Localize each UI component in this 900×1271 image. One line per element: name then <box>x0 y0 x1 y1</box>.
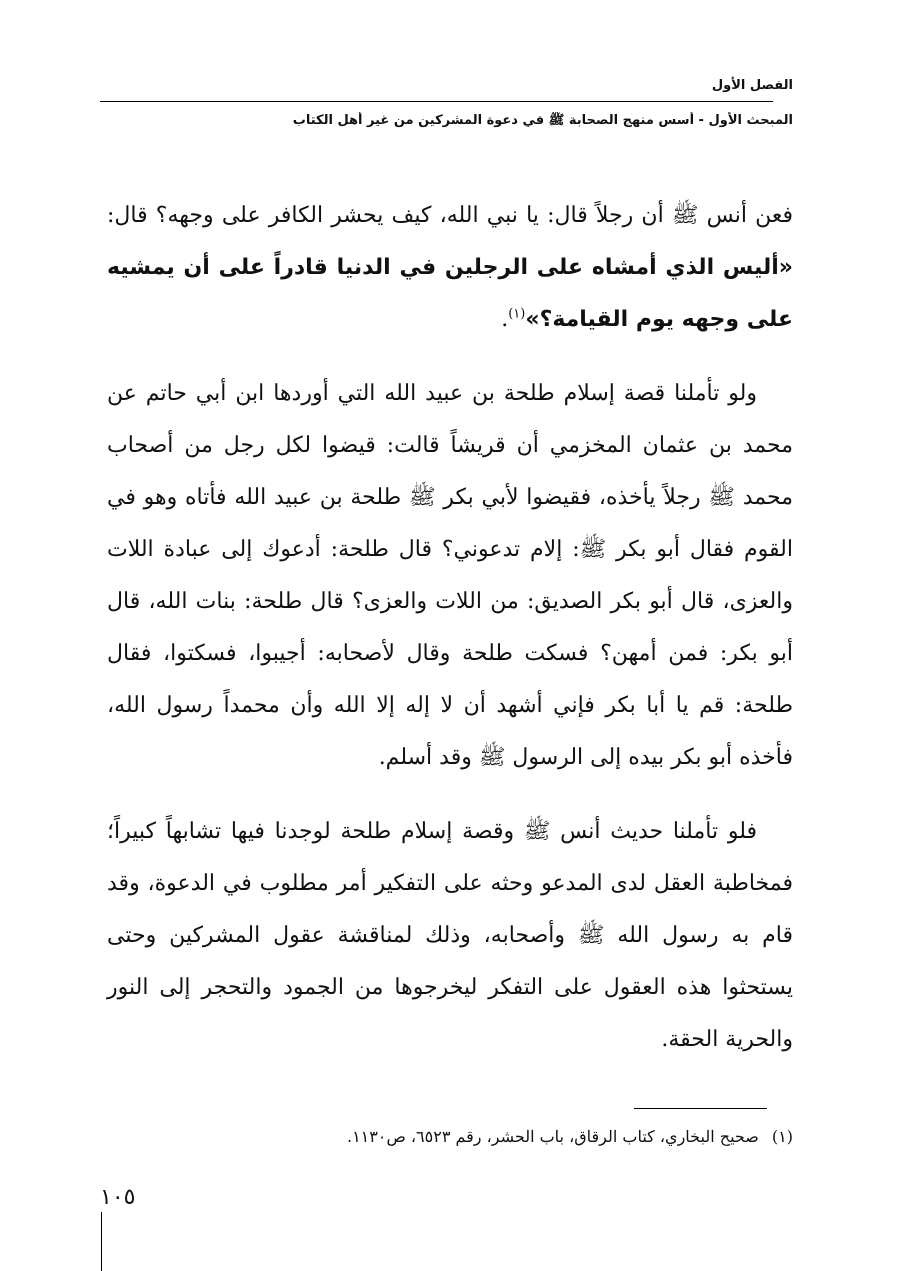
paragraph-hadith <box>107 190 793 346</box>
hadith-quote: «أليس الذي أمشاه على الرجلين في الدنيا قادراً على أن يمشيه على وجهه يوم القيامة؟» <box>107 255 793 332</box>
running-head-section: المبحث الأول - أسس منهج الصحابة ﷺ في دعوة المشركين من غير أهل الكتاب <box>292 113 793 128</box>
footnote-reference[interactable]: (١) <box>508 306 526 322</box>
page-number-rule <box>101 1212 102 1271</box>
footnote-number: (١) <box>771 1127 793 1146</box>
footnote-rule <box>634 1108 767 1109</box>
body-text <box>107 190 793 1088</box>
paragraph-end-mark: . <box>501 307 509 332</box>
paragraph-talha-story: ولو تأملنا قصة إسلام طلحة بن عبيد الله التي أوردها ابن أبي حاتم عن محمد بن عثمان المخزمي أن قريشاً قالت: قيضوا لكل رجل من أصحاب محمد ﷺ رجلاً يأخذه، فقيضوا لأبي بكر ﷺ طلحة بن عبيد الله فأتاه وهو في القوم فقال أبو بكر ﷺ: إلام تدعوني؟ قال طلحة: أدعوك إلى عبادة اللات والعزى، قال أبو بكر الصديق: من اللات والعزى؟ قال طلحة: بنات الله، قال أبو بكر: فمن أمهن؟ فسكت طلحة وقال لأصحابه: أجيبوا، فسكتوا، فقال طلحة: قم يا أبا بكر فإني أشهد أن لا إله إلا الله وأن محمداً رسول الله، فأخذه أبو بكر بيده إلى الرسول ﷺ وقد أسلم. <box>107 381 793 770</box>
footnote <box>260 1127 793 1146</box>
header-rule <box>100 101 773 102</box>
paragraph-conclusion: فلو تأملنا حديث أنس ﷺ وقصة إسلام طلحة لوجدنا فيها تشابهاً كبيراً؛ فمخاطبة العقل لدى المدعو وحثه على التفكير أمر مطلوب في الدعوة، وقد قام به رسول الله ﷺ وأصحابه، وذلك لمناقشة عقول المشركين وحتى يستحثوا هذه العقول على التفكر ليخرجوها من الجمود والتحجر إلى النور والحرية الحقة. <box>107 819 793 1052</box>
hadith-intro: فعن أنس ﷺ أن رجلاً قال: يا نبي الله، كيف يحشر الكافر على وجهه؟ قال: <box>107 203 793 228</box>
page-number: ١٠٥ <box>100 1185 136 1210</box>
footnote-text: صحيح البخاري، كتاب الرقاق، باب الحشر، رقم ٦٥٢٣، ص١١٣٠. <box>346 1127 759 1146</box>
running-head-chapter: الفصل الأول <box>711 78 793 93</box>
